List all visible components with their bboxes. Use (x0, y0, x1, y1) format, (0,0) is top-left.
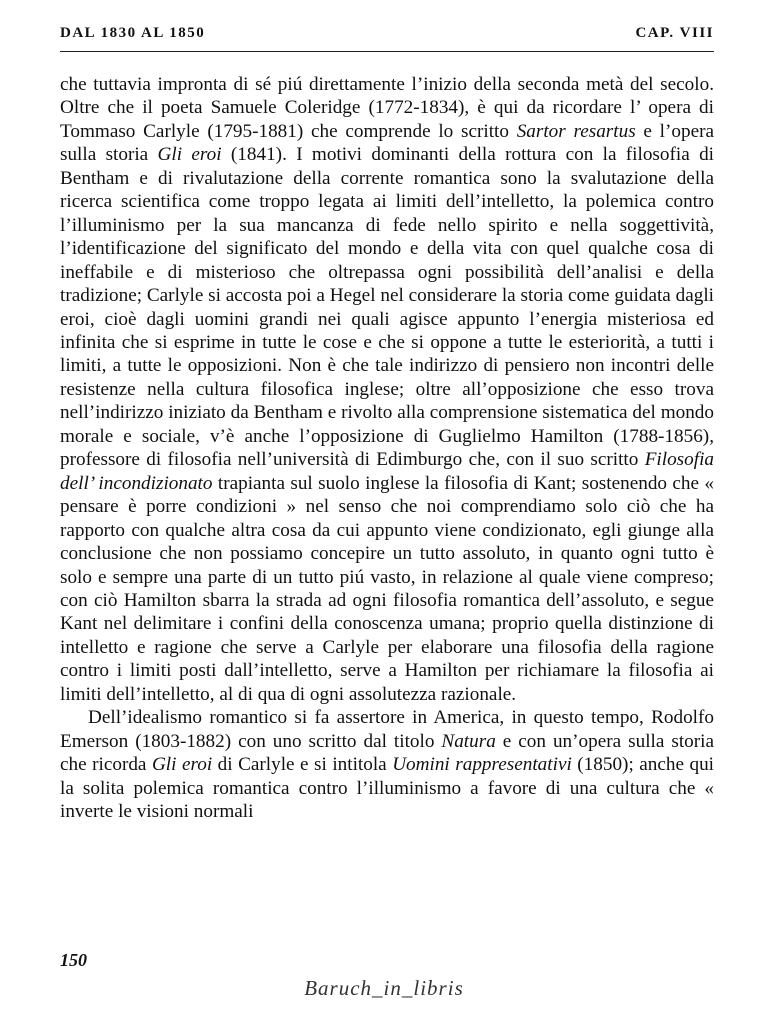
text-run: (1850); anche qui la solita polemica romantica contro l’illuminismo a favore di una cultura che « inverte le visioni normali (60, 754, 715, 823)
watermark: Baruch_in_libris (304, 976, 464, 1000)
running-header-title: DAL 1830 AL 1850 (60, 25, 206, 41)
page-number: 150 (60, 950, 87, 970)
text-run: (1841). I motivi dominanti della rottura con la filosofia di Bentham e di rivalutazione della corrente romantica sono la svalutazione della ricerca scientifica come troppo legata ai limiti dell’intelletto, la polemica contro l’illuminismo per la sua mancanza di fede nello spirito e nella soggettività, l’identificazione del significato del mondo e della vita con quel qualche cosa di ineffabile e di misterioso che oltrepassa ogni possibilità dell’analisi e della tradizione; Carlyle si accosta poi a Hegel nel considerare la storia come guidata dagli eroi, cioè dagli uomini grandi nei quali agisce appunto l’energia misteriosa ed infinita che si esprime in tutte le cose e che si oppone a tutte le esteriorità, a tutti i limiti, a tutte le opposizioni. Non è che tale indirizzo di pensiero non incontri delle resistenze nella cultura filosofica inglese; oltre all’opposizione che esso trova nell’indirizzo iniziato da Bentham e rivolto alla comprensione sistematica del mondo morale e sociale, v’è anche l’opposizione di Guglielmo Hamilton (1788-1856), professore di filosofia nell’università di Edimburgo che, con il suo scritto (60, 144, 714, 471)
text-run: che tuttavia impronta di sé piú direttamente l’inizio della seconda metà del secolo. Oltre che il poeta Samuele Coleridge (1772-1834), è qui da ricordare l’ opera di Tommaso Carlyle (1795-1881) che comprende lo scritto (60, 74, 714, 142)
work-title: Natura (441, 730, 496, 752)
text-run: di Carlyle e si intitola (212, 754, 393, 776)
paragraph (60, 73, 714, 706)
text-run: Dell’idealismo romantico si fa assertore in America, in questo tempo, Rodolfo Emerson (1803-1882) con uno scritto dal titolo (60, 707, 714, 752)
running-header-chapter: CAP. VIII (635, 25, 714, 41)
text-run: e l’opera sulla storia (60, 120, 714, 166)
work-title: Gli eroi (151, 754, 213, 776)
paragraph (60, 706, 714, 823)
work-title: Sartor resartus (516, 120, 636, 142)
work-title: Uomini rappresentativi (392, 754, 572, 776)
header-rule (60, 51, 714, 52)
work-title: Gli eroi (157, 144, 222, 166)
work-title: Filosofia dell’ incondizionato (60, 449, 714, 494)
text-run: trapianta sul suolo inglese la filosofia di Kant; sostenendo che « pensare è porre condizioni » nel senso che noi comprendiamo solo ciò che ha rapporto con qualche altra cosa da cui appunto viene condizionato, egli giunge alla conclusione che non possiamo concepire un tutto assoluto, in quanto ogni tutto è solo e sempre una parte di un tutto piú vasto, in relazione al quale viene compreso; con ciò Hamilton sbarra la strada ad ogni filosofia romantica dell’assoluto, e segue Kant nel delimitare i confini della conoscenza umana; proprio quella distinzione di intelletto e ragione che serve a Carlyle per elaborare una filosofia della ragione contro i limiti posti dall’intelletto, serve a Hamilton per richiamare la filosofia ai limiti dell’intelletto, al di qua di ogni assolutezza razionale. (60, 472, 714, 705)
text-run: e con un’opera sulla storia che ricorda (60, 730, 714, 776)
body-text (60, 73, 714, 824)
running-header (60, 25, 714, 45)
